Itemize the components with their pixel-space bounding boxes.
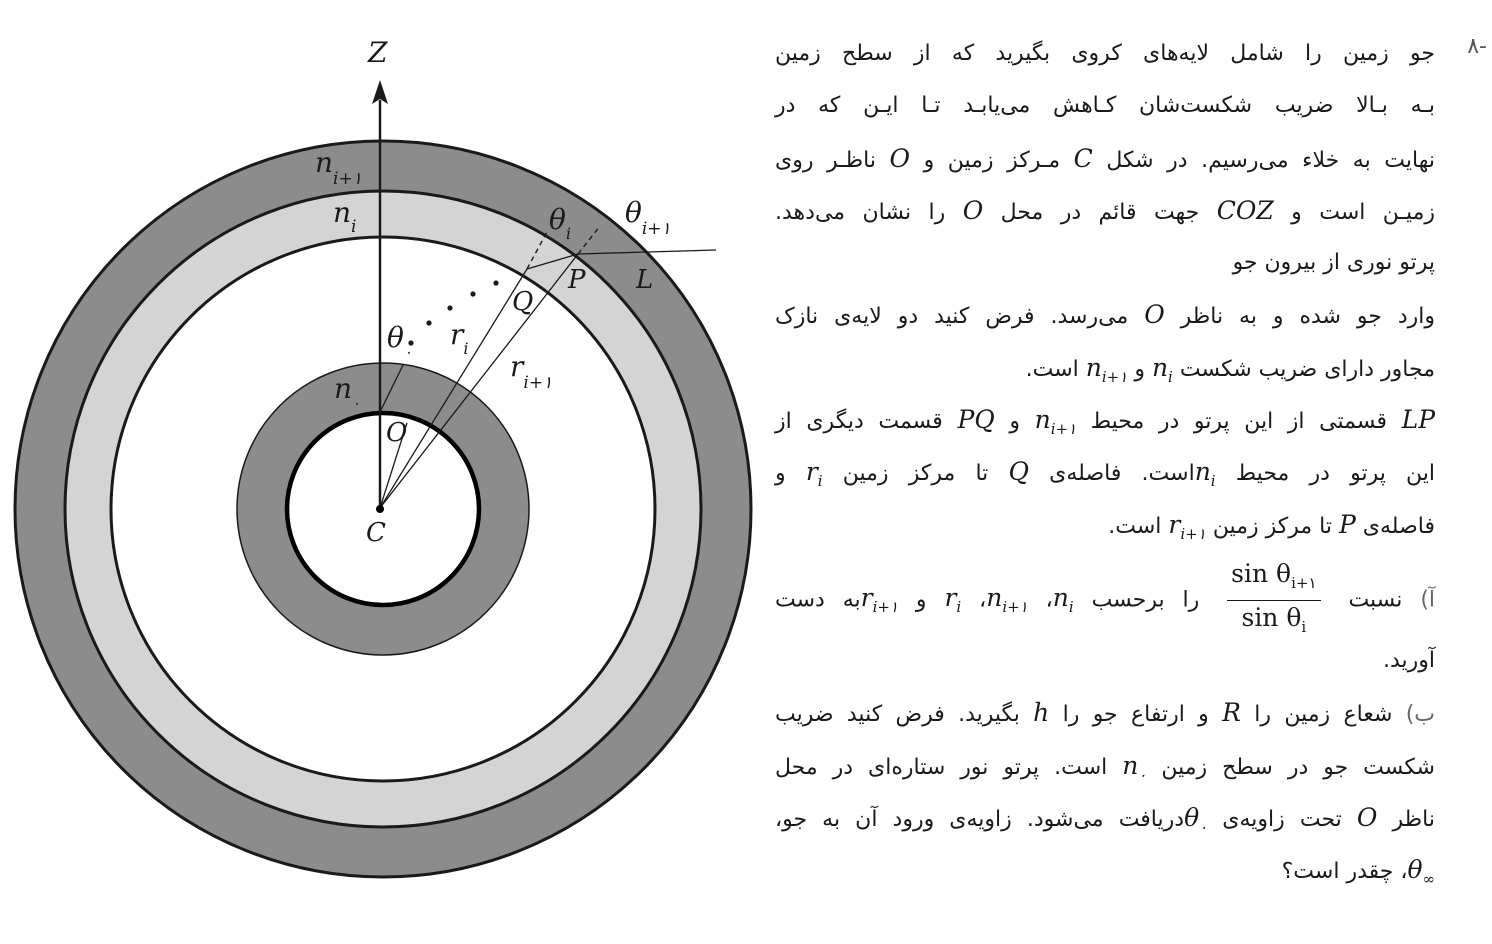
layer-label-n-0: $n_۰$ <box>334 372 361 412</box>
angle-label-theta-0: $\theta_۰$ <box>387 321 412 361</box>
text-line-8: LP قسمتی از این پرتو در محیط $n_{i+۱}$ و PQ قسمت دیگری از <box>775 405 1436 439</box>
center-point <box>376 505 384 513</box>
text-line-4: زمیـن است و COZ جهت قائم در محل O را نشان می‌دهد. <box>775 195 1436 225</box>
part-a-line-1: آ) نسبت $\frac{\sin \theta_{i+۱}}{\sin \theta_i}$ را برحسب $n_i،$ $n_{i+۱}،$ $r_i$ و $r_{i+۱}به$ دست <box>775 557 1435 635</box>
part-b-line-3: ناظر O تحت زاویه‌ی $\theta_۰دریافت$ می‌شود. زاویه‌ی ورود آن به جو، <box>775 802 1435 836</box>
z-axis-label: Z <box>368 36 388 69</box>
sine-ratio-fraction: $\frac{\sin \theta_{i+۱}}{\sin \theta_i}$ <box>1227 557 1320 644</box>
observer-label-o: O <box>386 418 408 448</box>
part-a-marker: آ) <box>1420 587 1436 613</box>
text-line-10: فاصله‌ی P تا مرکز زمین $r_{i+۱}$ است. <box>1108 509 1435 543</box>
center-label-c: C <box>366 518 386 548</box>
angle-label-theta-i: $\theta_i$ <box>549 203 571 243</box>
point-label-q: Q <box>512 287 534 317</box>
text-line-9: این پرتو در محیط $n_iاست$. فاصله‌ی Q تا مرکز زمین $r_i$ و <box>775 457 1435 491</box>
layer-label-n-i: $n_i$ <box>333 196 357 237</box>
point-label-l: L <box>636 265 654 295</box>
radius-label-r-i1: $r_{i+۱}$ <box>510 350 553 393</box>
angle-label-theta-i1: $\theta_{i+۱}$ <box>625 196 671 239</box>
part-b-line-1: ب) شعاع زمین را R و ارتفاع جو را h بگیرید. فرض کنید ضریب <box>775 698 1436 728</box>
part-b-marker: ب) <box>1405 702 1436 728</box>
text-line-1: جو زمین را شامل لایه‌های کروی بگیرید که از سطح زمین <box>775 41 1435 66</box>
problem-text <box>775 28 1487 896</box>
text-line-2: بـه بـالا ضریب شکست‌شان کـاهش می‌یابـد تـا ایـن که در <box>775 93 1435 119</box>
text-line-5: پرتو نوری از بیرون جو <box>1232 250 1435 276</box>
point-label-p: P <box>568 265 586 295</box>
part-b-line-4: $\theta_\infty،$ چقدر است؟ <box>1281 855 1435 889</box>
part-b-line-2: شکست جو در سطح زمین $n_۰$ است. پرتو نور ستاره‌ای در محل <box>775 750 1435 784</box>
layer-label-n-i1: $n_{i+۱}$ <box>315 146 362 189</box>
radius-label-r-i: $r_i$ <box>450 318 469 358</box>
part-a-line-2: آورید. <box>1382 647 1435 673</box>
text-line-7: مجاور دارای ضریب شکست $n_i$ و $n_{i+۱}$ است. <box>1025 352 1435 386</box>
problem-number: -۸ <box>1467 34 1487 59</box>
text-line-3: نهایت به خلاء می‌رسیم. در شکل C مـرکز زمین و O ناظـر روی <box>775 143 1435 173</box>
text-line-6: وارد جو شده و به ناظر O می‌رسد. فرض کنید دو لایه‌ی نازک <box>775 300 1435 330</box>
